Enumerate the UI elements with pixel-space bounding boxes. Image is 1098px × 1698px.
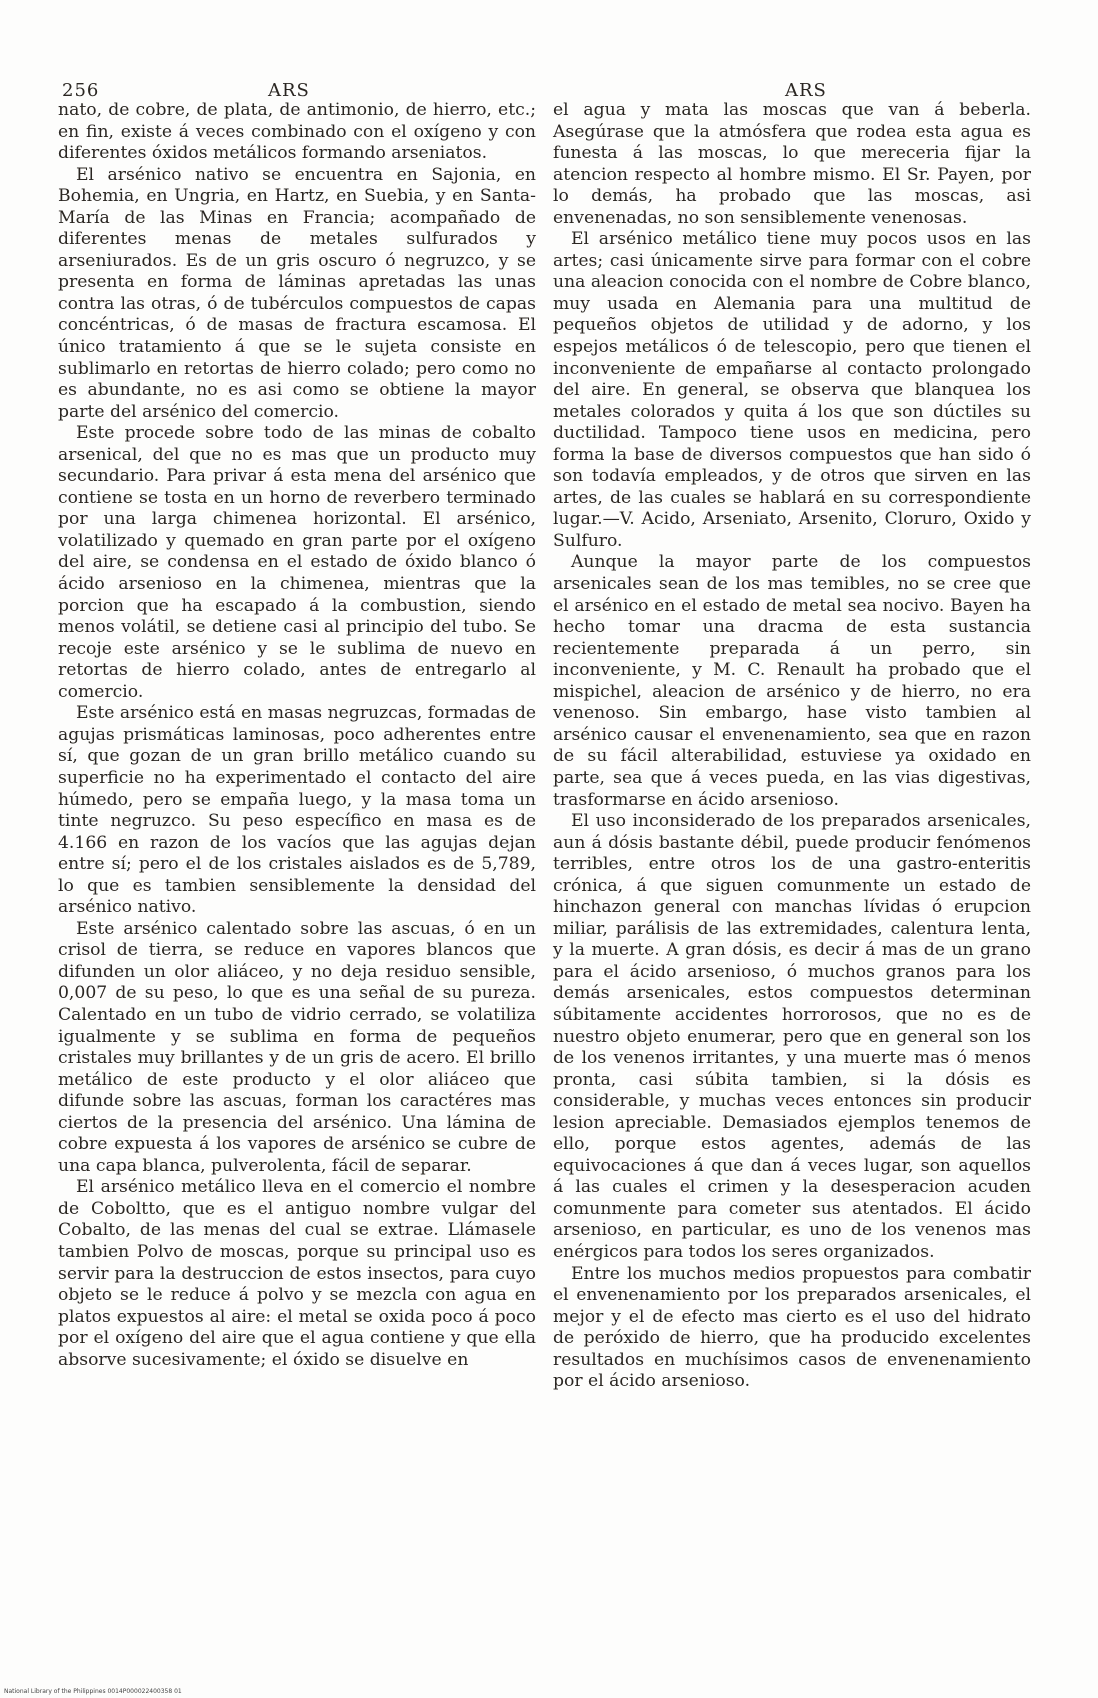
paragraph: Este arsénico está en masas negruzcas, formadas de agujas prismáticas laminosas, poco adherentes entre sí, que gozan de un gran brillo metálico cuando su superficie no ha experimentado el contacto del aire húmedo, pero se empaña luego, y la masa toma un tinte negruzco. Su peso específico en masa es de 4.166 en razon de los vacíos que las agujas dejan entre sí; pero el de los cristales aislados es de 5,789, lo que es tambien sensiblemente la densidad del arsénico nativo. xyxy=(58,703,536,918)
paragraph: Este procede sobre todo de las minas de cobalto arsenical, del que no es mas que un producto muy secundario. Para privar á esta mena del arsénico que contiene se tosta en un horno de reverbero terminado por una larga chimenea horizontal. El arsénico, volatilizado y quemado en gran parte por el oxígeno del aire, se condensa en el estado de óxido blanco ó ácido arsenioso en la chimenea, mientras que la porcion que ha escapado á la combustion, siendo menos volátil, se detiene casi al principio del tubo. Se recoje este arsénico y se le sublima de nuevo en retortas de hierro colado, antes de entregarlo al comercio. xyxy=(58,423,536,702)
library-footer: National Library of the Philippines 0014P000022400358 01 xyxy=(4,1688,182,1695)
paragraph: Entre los muchos medios propuestos para combatir el envenenamiento por los preparados arsenicales, el mejor y el de efecto mas cierto es el uso del hidrato de peróxido de hierro, que ha producido excelentes resultados en muchísimos casos de envenenamiento por el ácido arsenioso. xyxy=(553,1263,1031,1392)
paragraph: el agua y mata las moscas que van á beberla. Asegúrase que la atmósfera que rodea esta agua es funesta á las moscas, lo que mereceria fijar la atencion respecto al hombre mismo. El Sr. Payen, por lo demás, ha probado que las moscas, asi envenenadas, no son sensiblemente venenosas. xyxy=(553,100,1031,228)
running-head-right: ARS xyxy=(785,80,827,101)
left-column xyxy=(58,100,536,1371)
page-number: 256 xyxy=(62,80,100,101)
paragraph: El arsénico nativo se encuentra en Sajonia, en Bohemia, en Ungria, en Hartz, en Suebia, y en Santa-María de las Minas en Francia; acompañado de diferentes menas de metales sulfurados y arseniurados. Es de un gris oscuro ó negruzco, y se presenta en forma de láminas apretadas las unas contra las otras, ó de tubérculos compuestos de capas concéntricas, ó de masas de fractura escamosa. El único tratamiento á que se le sujeta consiste en sublimarlo en retortas de hierro colado; pero como no es abundante, no es asi como se obtiene la mayor parte del arsénico del comercio. xyxy=(58,164,536,422)
paragraph: nato, de cobre, de plata, de antimonio, de hierro, etc.; en fin, existe á veces combinado con el oxígeno y con diferentes óxidos metálicos formando arseniatos. xyxy=(58,100,536,164)
paragraph: El arsénico metálico lleva en el comercio el nombre de Coboltto, que es el antiguo nombre vulgar del Cobalto, de las menas del cual se extrae. Llámasele tambien Polvo de moscas, porque su principal uso es servir para la destruccion de estos insectos, para cuyo objeto se le reduce á polvo y se mezcla con agua en platos expuestos al aire: el metal se oxida poco á poco por el oxígeno del aire que el agua contiene y que ella absorve sucesivamente; el óxido se disuelve en xyxy=(58,1177,536,1370)
paragraph: Aunque la mayor parte de los compuestos arsenicales sean de los mas temibles, no se cree que el arsénico en el estado de metal sea nocivo. Bayen ha hecho tomar una dracma de esta sustancia recientemente preparada á un perro, sin inconveniente, y M. C. Renault ha probado que el mispichel, aleacion de arsénico y de hierro, no era venenoso. Sin embargo, hase visto tambien al arsénico causar el envenenamiento, sea que en razon de su fácil alterabilidad, estuviese ya oxidado en parte, sea que á veces pueda, en las vias digestivas, trasformarse en ácido arsenioso. xyxy=(553,552,1031,810)
paragraph: El arsénico metálico tiene muy pocos usos en las artes; casi únicamente sirve para formar con el cobre una aleacion conocida con el nombre de Cobre blanco, muy usada en Alemania para una multitud de pequeños objetos de utilidad y de adorno, y los espejos metálicos ó de telescopio, pero que tienen el inconveniente de empañarse al contacto prolongado del aire. En general, se observa que blanquea los metales colorados y quita á los que son dúctiles su ductilidad. Tampoco tiene usos en medicina, pero forma la base de diversos compuestos que han sido ó son todavía empleados, y de otros que sirven en las artes, de las cuales se hablará en su correspondiente lugar.—V. Acido, Arseniato, Arsenito, Cloruro, Oxido y Sulfuro. xyxy=(553,229,1031,551)
running-head-left: ARS xyxy=(268,80,310,101)
paragraph: Este arsénico calentado sobre las ascuas, ó en un crisol de tierra, se reduce en vapores blancos que difunden un olor aliáceo, y no deja residuo sensible, 0,007 de su peso, lo que es una señal de su pureza. Calentado en un tubo de vidrio cerrado, se volatiliza igualmente y se sublima en forma de pequeños cristales muy brillantes y de un gris de acero. El brillo metálico de este producto y el olor aliáceo que difunde sobre las ascuas, forman los caractéres mas ciertos de la presencia del arsénico. Una lámina de cobre expuesta á los vapores de arsénico se cubre de una capa blanca, pulverolenta, fácil de separar. xyxy=(58,918,536,1176)
right-column xyxy=(553,100,1031,1393)
paragraph: El uso inconsiderado de los preparados arsenicales, aun á dósis bastante débil, puede producir fenómenos terribles, entre otros los de una gastro-enteritis crónica, á que siguen comunmente un estado de hinchazon general con manchas lívidas ó erupcion miliar, parálisis de las extremidades, calentura lenta, y la muerte. A gran dósis, es decir á mas de un grano para el ácido arsenioso, ó muchos granos para los demás arsenicales, estos compuestos determinan súbitamente accidentes horrorosos, que no es de nuestro objeto enumerar, pero que en general son los de los venenos irritantes, y una muerte mas ó menos pronta, casi súbita tambien, si la dósis es considerable, y muchas veces entonces sin producir lesion apreciable. Demasiados ejemplos tenemos de ello, porque estos agentes, además de las equivocaciones á que dan á veces lugar, son aquellos á las cuales el crimen y la desesperacion acuden comunmente para cometer sus atentados. El ácido arsenioso, en particular, es uno de los venenos mas enérgicos para todos los seres organizados. xyxy=(553,811,1031,1262)
